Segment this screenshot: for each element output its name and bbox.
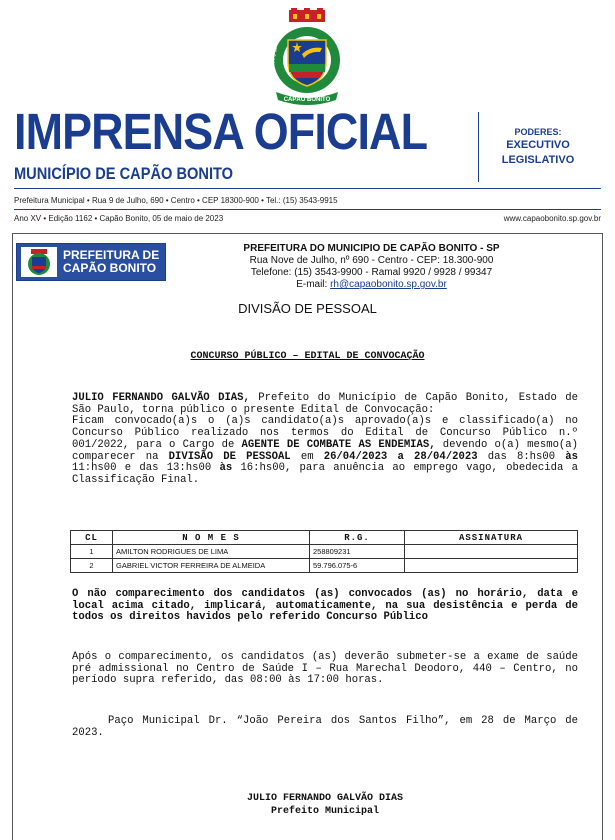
intro-text: Prefeito do Município de Capão Bonito, Estado de São Paulo, torna público o presente Edital de Convocação: — [72, 392, 578, 416]
convocation-text: Ficam convocado(a)s o (a)s candidato(a)s aprovado(a)s e classificado(a) no Concurso Público realizado nos termos do Edital de Concurso Público n.º 001/2022, para o Cargo de — [72, 415, 578, 451]
col-signature: ASSINATURA — [405, 531, 578, 545]
institution-name: PREFEITURA DO MUNICIPIO DE CAPÃO BONITO - SP — [243, 243, 500, 254]
header-rule-top — [14, 188, 601, 189]
col-cl: CL — [71, 531, 113, 545]
place-date: Paço Municipal Dr. “João Pereira dos Santos Filho”, em 28 de Março de 2023. — [72, 715, 578, 739]
time-text-2: 11:hs00 e das 13:hs00 — [72, 462, 220, 475]
row-rg: 258809231 — [310, 545, 405, 559]
logo-text-line-1: PREFEITURA DE — [63, 248, 160, 262]
row-signature — [405, 559, 578, 573]
department-name: DIVISÃO DE PESSOAL — [168, 450, 291, 463]
signatory-name: JULIO FERNANDO GALVÃO DIAS — [246, 793, 404, 804]
power-legislative: LEGISLATIVO — [501, 154, 575, 166]
prefeitura-logo — [16, 243, 166, 281]
exam-paragraph: Após o comparecimento, os candidatos (as) deverão submeter-se a exame de saúde pré admissional no Centro de Saúde I – Rua Marechal Deodoro, 440 – Centro, no período supra referido, das 08:00 às 17:00 horas. — [72, 651, 578, 687]
letterhead-block — [204, 243, 539, 291]
convocation-paragraph — [72, 393, 578, 487]
logo-text-line-2: CAPÃO BONITO — [63, 261, 157, 275]
row-name: AMILTON RODRIGUES DE LIMA — [113, 545, 310, 559]
time-sep-2: às — [219, 462, 233, 475]
masthead-title: IMPRENSA OFICIAL — [14, 103, 428, 160]
date-range: 26/04/2023 a 28/04/2023 — [323, 450, 478, 463]
institution-phone: Telefone: (15) 3543-9900 - Ramal 9920 / 9928 / 99347 — [250, 267, 493, 278]
division-heading: DIVISÃO DE PESSOAL — [238, 301, 377, 316]
header-divider — [478, 112, 479, 182]
table-header-row — [71, 531, 578, 545]
convocation-text-3: em — [290, 450, 324, 463]
crest-left-date: 24-6-1843 — [270, 40, 280, 65]
masthead-address: Prefeitura Municipal • Rua 9 de Julho, 690 • Centro • CEP 18300-900 • Tel.: (15) 3543-9915 — [14, 196, 338, 205]
candidates-table — [70, 530, 578, 573]
notice-title: CONCURSO PÚBLICO – EDITAL DE CONVOCAÇÃO — [190, 351, 425, 362]
institution-address: Rua Nove de Julho, nº 690 - Centro - CEP: 18.300-900 — [249, 255, 494, 266]
time-sep-1: às — [565, 450, 578, 463]
crest-right-date: 30-3-1846 — [340, 47, 350, 71]
power-executive: EXECUTIVO — [506, 139, 570, 151]
row-cl: 2 — [71, 559, 113, 573]
time-text-1: das 8:hs00 — [477, 450, 566, 463]
table-row — [71, 545, 578, 559]
masthead-subtitle: MUNICÍPIO DE CAPÃO BONITO — [14, 164, 234, 183]
email-label: E-mail: — [296, 279, 328, 290]
website-link[interactable]: www.capaobonito.sp.gov.br — [503, 214, 601, 223]
row-signature — [405, 545, 578, 559]
signatory-role: Prefeito Municipal — [270, 806, 380, 817]
powers-label: PODERES: — [514, 127, 562, 137]
table-row — [71, 559, 578, 573]
header-rule-bottom — [14, 209, 601, 210]
warning-paragraph: O não comparecimento dos candidatos (as) convocados (as) no horário, data e local acima citado, implicará, automaticamente, na sua desistência e perda de todos os direitos havidos pelo referido Concurso Público — [72, 588, 578, 624]
time-text-3: 16:hs00, para anuência ao emprego vago, obedecida a Classificação Final. — [72, 462, 578, 486]
prefeitura-crest-icon — [21, 247, 57, 277]
col-names: N O M E S — [113, 531, 310, 545]
email-link[interactable]: rh@capaobonito.sp.gov.br — [330, 279, 447, 290]
col-rg: R.G. — [310, 531, 405, 545]
municipal-crest-icon — [262, 8, 352, 108]
convocation-text-2: devendo o(a) mesmo(a) comparecer na — [72, 438, 578, 463]
row-name: GABRIEL VICTOR FERREIRA DE ALMEIDA — [113, 559, 310, 573]
powers-box — [488, 126, 588, 168]
row-rg: 59.796.075-6 — [310, 559, 405, 573]
mayor-name: JULIO FERNANDO GALVÃO DIAS, — [72, 392, 250, 404]
row-cl: 1 — [71, 545, 113, 559]
role-name: AGENTE DE COMBATE AS ENDEMIAS, — [241, 438, 436, 451]
edition-info: Ano XV • Edição 1162 • Capão Bonito, 05 de maio de 2023 — [14, 214, 224, 223]
crest-caption: CAPÃO BONITO — [283, 97, 331, 103]
